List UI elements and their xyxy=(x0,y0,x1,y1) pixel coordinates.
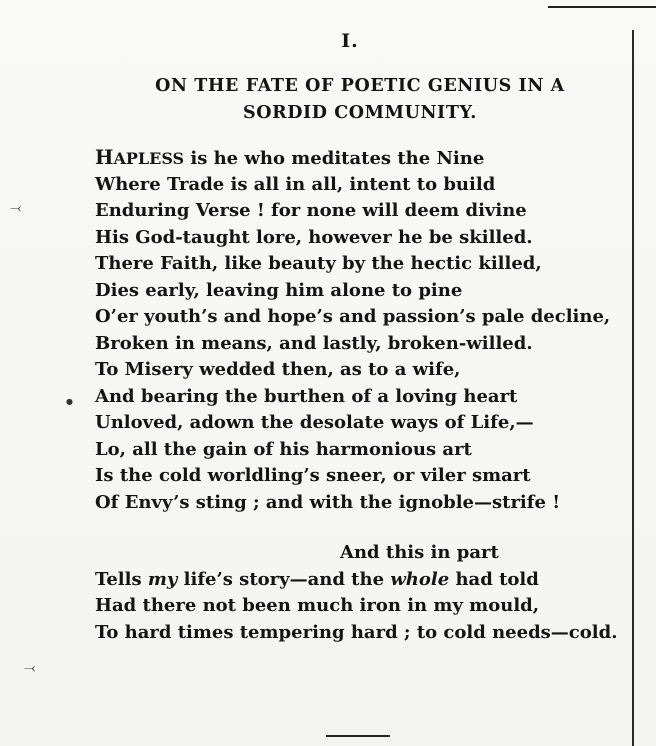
poem-line: Lo, all the gain of his harmonious art xyxy=(95,438,472,460)
poem-body xyxy=(95,145,617,646)
poem-line: O’er youth’s and hope’s and passion’s pale decline, xyxy=(95,306,611,327)
italic-whole: whole xyxy=(390,568,450,590)
drop-cap: H xyxy=(95,146,114,169)
poem-title xyxy=(70,73,650,127)
first-line-rest: is he who meditates the Nine xyxy=(184,148,485,169)
poem-line: Where Trade is all in all, intent to build xyxy=(95,173,496,195)
small-caps-word: APLESS xyxy=(113,149,185,168)
poem-line: His God-taught lore, however he be skilled. xyxy=(95,226,533,248)
poem-number: I. xyxy=(341,30,359,52)
poem-line: To Misery wedded then, as to a wife, xyxy=(95,359,461,380)
top-rule xyxy=(548,6,656,8)
poem-line: Of Envy’s sting ; and with the ignoble—strife ! xyxy=(95,491,561,513)
right-margin-rule xyxy=(632,30,634,746)
story-line xyxy=(95,567,617,594)
title-line-2: SORDID COMMUNITY. xyxy=(243,103,477,123)
title-line-1: ON THE FATE OF POETIC GENIUS IN A xyxy=(155,76,565,96)
margin-tick-mark: ⤙ xyxy=(24,660,36,676)
story-text-e: had told xyxy=(449,568,539,590)
part-line: And this in part xyxy=(340,542,499,563)
poem-line: Broken in means, and lastly, broken-willed. xyxy=(95,332,533,354)
margin-dot: ● xyxy=(66,397,73,406)
story-text-c: life’s story—and the xyxy=(177,568,391,590)
bottom-rule xyxy=(326,735,390,737)
closing-line: To hard times tempering hard ; to cold needs—cold. xyxy=(95,621,618,643)
closing-line: Had there not been much iron in my mould, xyxy=(95,595,540,616)
italic-my: my xyxy=(147,568,178,590)
story-text-a: Tells xyxy=(95,568,148,590)
poem-line: Is the cold worldling’s sneer, or viler smart xyxy=(95,465,531,486)
poem-line: Unloved, adown the desolate ways of Life,— xyxy=(95,412,534,433)
poem-line: Enduring Verse ! for none will deem divine xyxy=(95,200,527,221)
poem-line-1 xyxy=(95,145,617,172)
margin-tick-mark: ⤙ xyxy=(10,200,22,216)
poem-line: And bearing the burthen of a loving heart xyxy=(95,385,518,407)
poem-line: There Faith, like beauty by the hectic killed, xyxy=(95,253,542,274)
poem-line: Dies early, leaving him alone to pine xyxy=(95,279,463,301)
stanza-gap xyxy=(95,516,617,540)
